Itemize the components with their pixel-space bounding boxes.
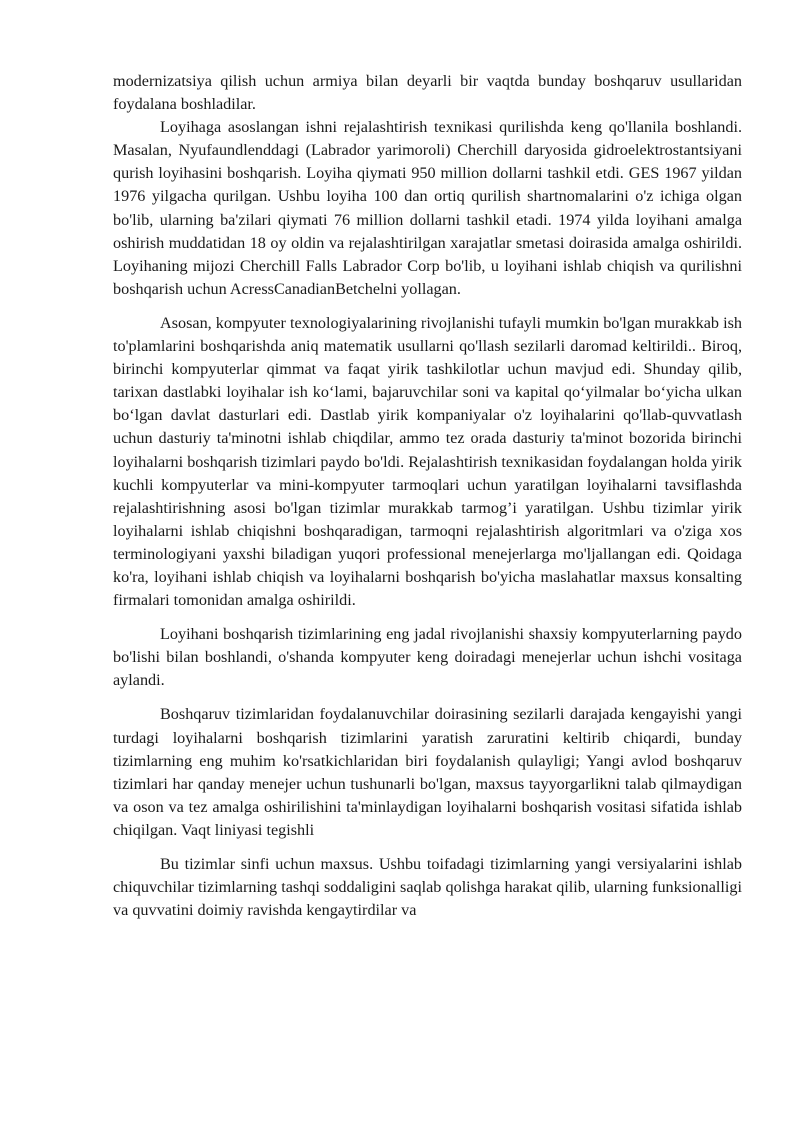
document-page [113,70,742,933]
paragraph-continuation: modernizatsiya qilish uchun armiya bilan deyarli bir vaqtda bunday boshqaruv usullaridan foydalana boshladilar. [113,72,742,114]
paragraph-system-class: Bu tizimlar sinfi uchun maxsus. Ushbu toifadagi tizimlarning yangi versiyalarini ishlab chiquvchilar tizimlarning tashqi soddaligini saqlab qolishga harakat qilib, ularning funksionalligi va quvvatini doimiy ravishda kengaytirdilar va [113,855,742,920]
paragraph-computer-technology: Asosan, kompyuter texnologiyalarining rivojlanishi tufayli mumkin bo'lgan murakkab ish to'plamlarini boshqarishda aniq matematik usullarni qo'llash sezilarli daromad keltirildi.. Biroq, birinchi kompyuterlar qimmat va faqat yirik tashkilotlar uchun mavjud edi. Shunday qilib, tarixan dastlabki loyihalar ish ko‘lami, bajaruvchilar soni va kapital qo‘yilmalar bo‘yicha ulkan bo‘lgan davlat dasturlari edi. Dastlab yirik kompaniyalar o'z loyihalarini qo'llab-quvvatlash uchun dasturiy ta'minotni ishlab chiqdilar, ammo tez orada dasturiy ta'minot bozorida birinchi loyihalarni boshqarish tizimlari paydo bo'ldi. Rejalashtirish texnikasidan foydalangan holda yirik kuchli kompyuterlar va mini-kompyuter tarmoqlari uchun yaratilgan loyihalarni tavsiflashda rejalashtirishning asosi bo'lgan tizimlar murakkab tarmog’i yaratilgan. Ushbu tizimlar yirik loyihalarni ishlab chiqishni boshqaradigan, tarmoqni rejalashtirish algoritmlari va o'ziga xos terminologiyani yaxshi biladigan yuqori professional menejerlarga mo'ljallangan edi. Qoidaga ko'ra, loyihani ishlab chiqish va loyihalarni boshqarish bo'yicha maslahatlar maxsus konsalting firmalari tomonidan amalga oshirildi. [113,313,742,610]
paragraph-new-generation-systems: Boshqaruv tizimlaridan foydalanuvchilar doirasining sezilarli darajada kengayishi yangi turdagi loyihalarni boshqarish tizimlarini yaratish zaruratini keltirib chiqardi, bunday tizimlarning eng muhim ko'rsatkichlaridan biri foydalanish qulayligi; Yangi avlod boshqaruv tizimlari har qanday menejer uchun tushunarli bo'lgan, maxsus tayyorgarlikni talab qilmaydigan va oson va tez amalga oshirilishini ta'minlaydigan loyihalarni boshqarish vositasi sifatida ishlab chiqilgan. Vaqt liniyasi tegishli [113,705,742,839]
paragraph-construction-example: Loyihaga asoslangan ishni rejalashtirish texnikasi qurilishda keng qo'llanila boshlandi. Masalan, Nyufaundlenddagi (Labrador yarimoroli) Cherchill daryosida gidroelektrostantsiyani qurish loyihasini boshqarish. Loyiha qiymati 950 million dollarni tashkil etdi. GES 1967 yildan 1976 yilgacha qurilgan. Ushbu loyiha 100 dan ortiq qurilish shartnomalarini o'z ichiga olgan bo'lib, ularning ba'zilari qiymati 76 million dollarni tashkil etadi. 1974 yilda loyihani amalga oshirish muddatidan 18 oy oldin va rejalashtirilgan xarajatlar smetasi doirasida amalga oshirildi. Loyihaning mijozi Cherchill Falls Labrador Corp bo'lib, u loyihani ishlab chiqish va qurilishni boshqarish uchun AcressCanadianBetchelni yollagan. [113,118,742,298]
paragraph-personal-computers: Loyihani boshqarish tizimlarining eng jadal rivojlanishi shaxsiy kompyuterlarning paydo bo'lishi bilan boshlandi, o'shanda kompyuter keng doiradagi menejerlar uchun ishchi vositaga aylandi. [113,625,742,690]
